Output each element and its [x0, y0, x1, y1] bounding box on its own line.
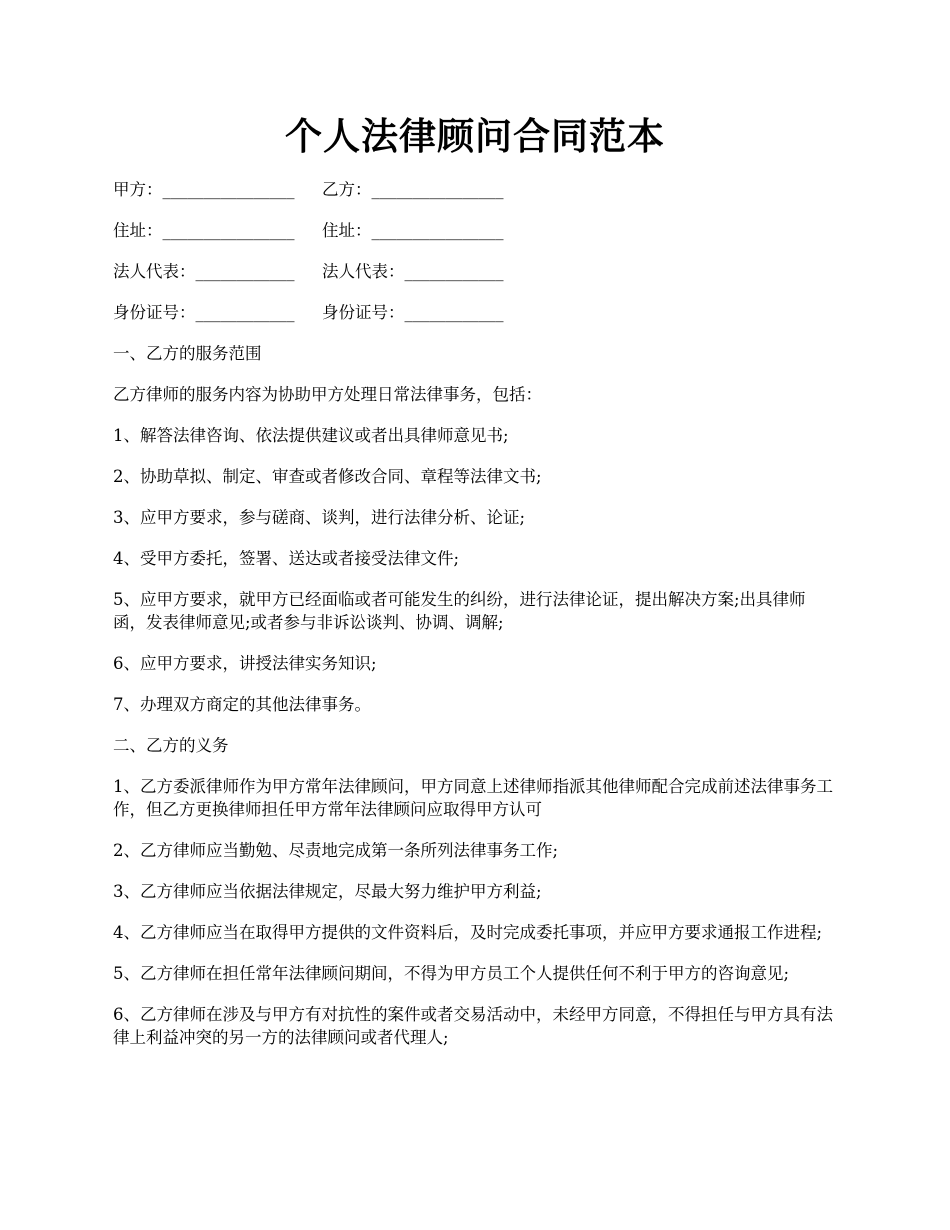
document-body — [113, 178, 833, 1067]
party-b-blank: ________________ — [371, 180, 504, 199]
list-item: 6、应甲方要求，讲授法律实务知识; — [113, 654, 377, 673]
list-item: 5、应甲方要求，就甲方已经面临或者可能发生的纠纷，进行法律论证，提出解决方案;出具律师函，发表律师意见;或者参与非诉讼谈判、协调、调解; — [113, 590, 806, 632]
party-b-address-label: 住址： — [322, 221, 372, 240]
list-item: 6、乙方律师在涉及与甲方有对抗性的案件或者交易活动中，未经甲方同意，不得担任与甲方具有法律上利益冲突的另一方的法律顾问或者代理人; — [113, 1005, 833, 1047]
list-item: 4、乙方律师应当在取得甲方提供的文件资料后，及时完成委托事项，并应甲方要求通报工作进程; — [113, 923, 823, 942]
party-b-legal-rep-blank: ____________ — [404, 262, 504, 281]
section-heading: 一、乙方的服务范围 — [113, 344, 262, 363]
party-b-label: 乙方： — [322, 180, 372, 199]
list-item: 5、乙方律师在担任常年法律顾问期间，不得为甲方员工个人提供任何不利于甲方的咨询意见; — [113, 964, 790, 983]
party-b-id-blank: ____________ — [404, 303, 504, 322]
address-row — [113, 219, 833, 242]
party-a-label: 甲方： — [113, 180, 163, 199]
list-item: 3、乙方律师应当依据法律规定，尽最大努力维护甲方利益; — [113, 882, 542, 901]
section-heading: 二、乙方的义务 — [113, 736, 229, 755]
id-number-row — [113, 301, 833, 324]
list-item: 1、乙方委派律师作为甲方常年法律顾问，甲方同意上述律师指派其他律师配合完成前述法律事务工作，但乙方更换律师担任甲方常年法律顾问应取得甲方认可 — [113, 777, 833, 819]
list-item: 7、办理双方商定的其他法律事务。 — [113, 695, 371, 714]
list-item: 1、解答法律咨询、依法提供建议或者出具律师意见书; — [113, 426, 509, 445]
party-b-legal-rep-label: 法人代表： — [322, 262, 405, 281]
party-a-legal-rep-blank: ____________ — [195, 262, 295, 281]
party-a-id-blank: ____________ — [195, 303, 295, 322]
list-item: 2、协助草拟、制定、审查或者修改合同、章程等法律文书; — [113, 467, 542, 486]
party-a-address-label: 住址： — [113, 221, 163, 240]
list-item: 3、应甲方要求，参与磋商、谈判，进行法律分析、论证; — [113, 508, 526, 527]
party-a-address-blank: ________________ — [162, 221, 295, 240]
list-item: 2、乙方律师应当勤勉、尽责地完成第一条所列法律事务工作; — [113, 841, 559, 860]
paragraph: 乙方律师的服务内容为协助甲方处理日常法律事务，包括： — [113, 385, 542, 404]
party-a-id-label: 身份证号： — [113, 303, 196, 322]
party-a-legal-rep-label: 法人代表： — [113, 262, 196, 281]
party-b-id-label: 身份证号： — [322, 303, 405, 322]
document-title: 个人法律顾问合同范本 — [285, 114, 665, 158]
party-b-address-blank: ________________ — [371, 221, 504, 240]
legal-rep-row — [113, 260, 833, 283]
list-item: 4、受甲方委托，签署、送达或者接受法律文件; — [113, 549, 460, 568]
party-a-blank: ________________ — [162, 180, 295, 199]
party-name-row — [113, 178, 833, 201]
